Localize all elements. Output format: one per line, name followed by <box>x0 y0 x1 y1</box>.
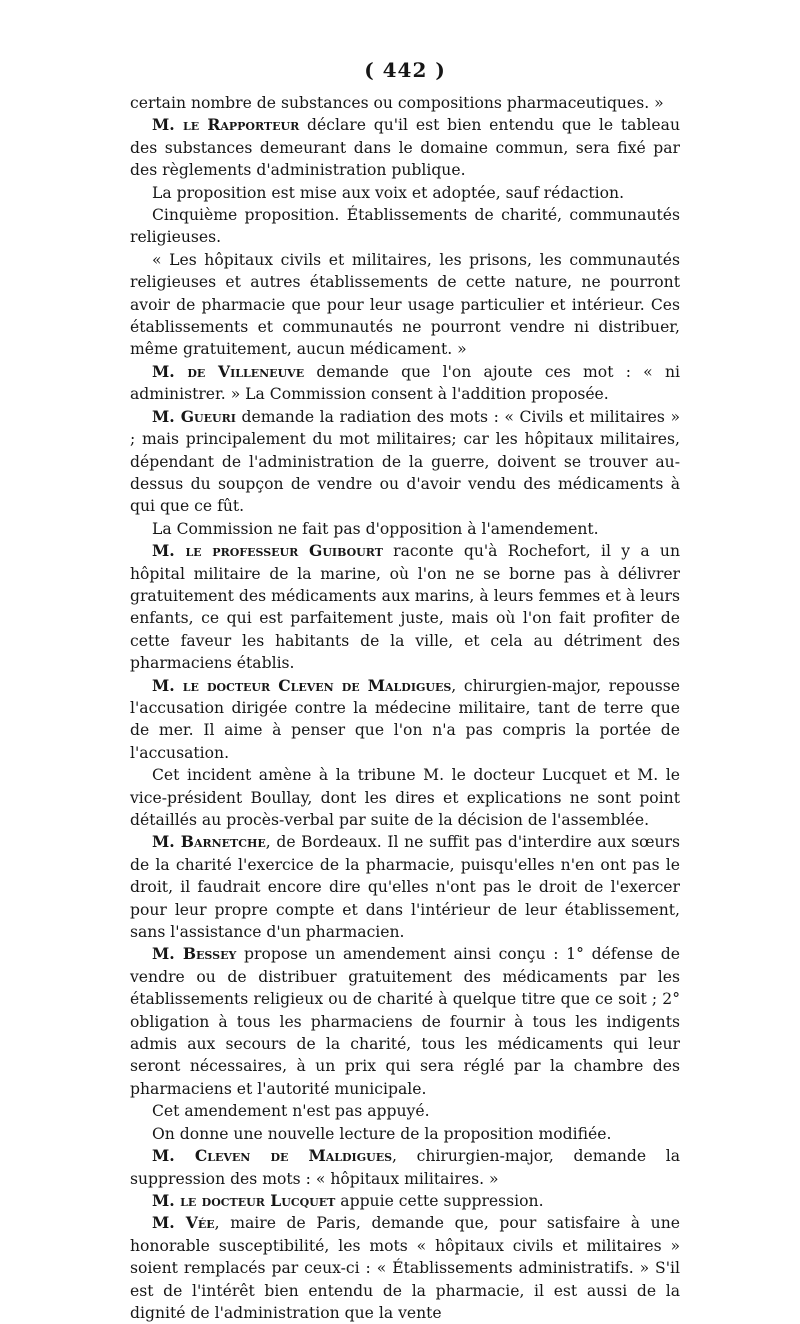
paragraph <box>130 675 680 765</box>
paragraph <box>130 1212 680 1324</box>
paragraph <box>130 204 680 249</box>
speaker-name: M. le professeur Guibourt <box>152 541 383 561</box>
speaker-name: M. Cleven de Maldigues <box>152 1146 393 1166</box>
paragraph-text: certain nombre de substances ou compositions pharmaceutiques. » <box>130 94 664 112</box>
speaker-name: M. le docteur Lucquet <box>152 1190 336 1210</box>
paragraph-text: demande la radiation des mots : « Civils et militaires » ; mais principalement du mot militaires; car les hôpitaux militaires, dépendant de l'administration de la guerre, doivent se trouver au-dessus du soupçon de vendre ou d'avoir vendu des médicaments à qui que ce fût. <box>130 407 681 516</box>
paragraph-text: On donne une nouvelle lecture de la proposition modifiée. <box>152 1124 612 1143</box>
paragraph <box>130 764 680 831</box>
paragraph-text: raconte qu'à Rochefort, il y a un hôpital militaire de la marine, où l'on ne se borne pas à délivrer gratuitement des médicaments aux marins, à leurs femmes et à leurs enfants, ce qui est parfaitement juste, mais où l'on fait profiter de cette faveur les habitants de la ville, et cela au détriment des pharmaciens établis. <box>130 542 680 673</box>
paragraph-text: « Les hôpitaux civils et militaires, les prisons, les communautés religieuses et autres établissements de cette nature, ne pourront avoir de pharmacie que pour leur usage particulier et intérieur. Ces établissements et communautés ne pourront vendre ni distribuer, même gratuitement, aucun médicament. » <box>130 250 680 359</box>
paragraph <box>130 1123 680 1145</box>
paragraph <box>130 406 680 518</box>
paragraph-text: Cet incident amène à la tribune M. le docteur Lucquet et M. le vice-président Boullay, dont les dires et explications ne sont point détaillés au procès-verbal par suite de la décision de l'assemblée. <box>130 766 680 829</box>
body-text <box>130 92 680 1324</box>
paragraph <box>130 92 680 114</box>
speaker-name: M. le docteur Cleven de Maldigues <box>152 675 452 695</box>
paragraph-text: , chirurgien-major, repousse l'accusation dirigée contre la médecine militaire, tant de terre que de mer. Il aime à penser que l'on n'a pas compris la portée de l'accusation. <box>130 676 681 762</box>
paragraph-text: , de Bordeaux. Il ne suffit pas d'interdire aux sœurs de la charité l'exercice de la pharmacie, puisqu'elles n'en ont pas le droit, il faudrait encore dire qu'elles n'ont pas le droit de l'exercer pour leur propre compte et dans l'intérieur de leur établissement, sans l'assistance d'un pharmacien. <box>130 833 680 942</box>
paragraph <box>130 249 680 361</box>
paragraph-text: déclare qu'il est bien entendu que le tableau des substances demeurant dans le domaine commun, sera fixé par des règlements d'administration publique. <box>130 116 680 180</box>
paragraph <box>130 1145 680 1190</box>
paragraph <box>130 361 680 406</box>
paragraph-text: Cet amendement n'est pas appuyé. <box>152 1102 430 1121</box>
paragraph <box>130 182 680 204</box>
paragraph <box>130 540 680 674</box>
paragraph-text: appuie cette suppression. <box>335 1191 544 1210</box>
paragraph <box>130 943 680 1100</box>
paragraph-text: La proposition est mise aux voix et adoptée, sauf rédaction. <box>152 183 625 202</box>
page-number: ( 442 ) <box>364 58 446 82</box>
paragraph <box>130 114 680 181</box>
speaker-name: M. Barnetche <box>152 832 266 852</box>
speaker-name: M. le Rapporteur <box>152 115 300 135</box>
paragraph-text: Cinquième proposition. Établissements de charité, communautés religieuses. <box>130 206 680 247</box>
speaker-name: M. Vée <box>152 1213 215 1233</box>
speaker-name: M. de Villeneuve <box>152 361 305 381</box>
paragraph <box>130 1190 680 1212</box>
paragraph-text: , chirurgien-major, demande la suppression des mots : « hôpitaux militaires. » <box>130 1147 681 1188</box>
paragraph-text: demande que l'on ajoute ces mot : « ni administrer. » La Commission consent à l'addition proposée. <box>130 362 680 404</box>
paragraph <box>130 831 680 943</box>
speaker-name: M. Bessey <box>152 944 237 964</box>
paragraph <box>130 518 680 540</box>
paragraph-text: La Commission ne fait pas d'opposition à l'amendement. <box>152 519 599 538</box>
speaker-name: M. Gueuri <box>152 406 236 426</box>
paragraph-text: , maire de Paris, demande que, pour satisfaire à une honorable susceptibilité, les mots « hôpitaux civils et militaires » soient remplacés par ceux-ci : « Établissements administratifs. » S'il est de l'intérêt bien entendu de la pharmacie, il est aussi de la dignité de l'administration que la vente <box>130 1214 680 1322</box>
paragraph <box>130 1100 680 1122</box>
paragraph-text: propose un amendement ainsi conçu : 1° défense de vendre ou de distribuer gratuitement des médicaments par les établissements religieux ou de charité à quelque titre que ce soit ; 2° obligation à tous les pharmaciens de fournir à tous les indigents admis aux secours de la charité, tous les médicaments qui leur seront nécessaires, à un prix qui sera réglé par la chambre des pharmaciens et l'autorité municipale. <box>130 945 681 1098</box>
